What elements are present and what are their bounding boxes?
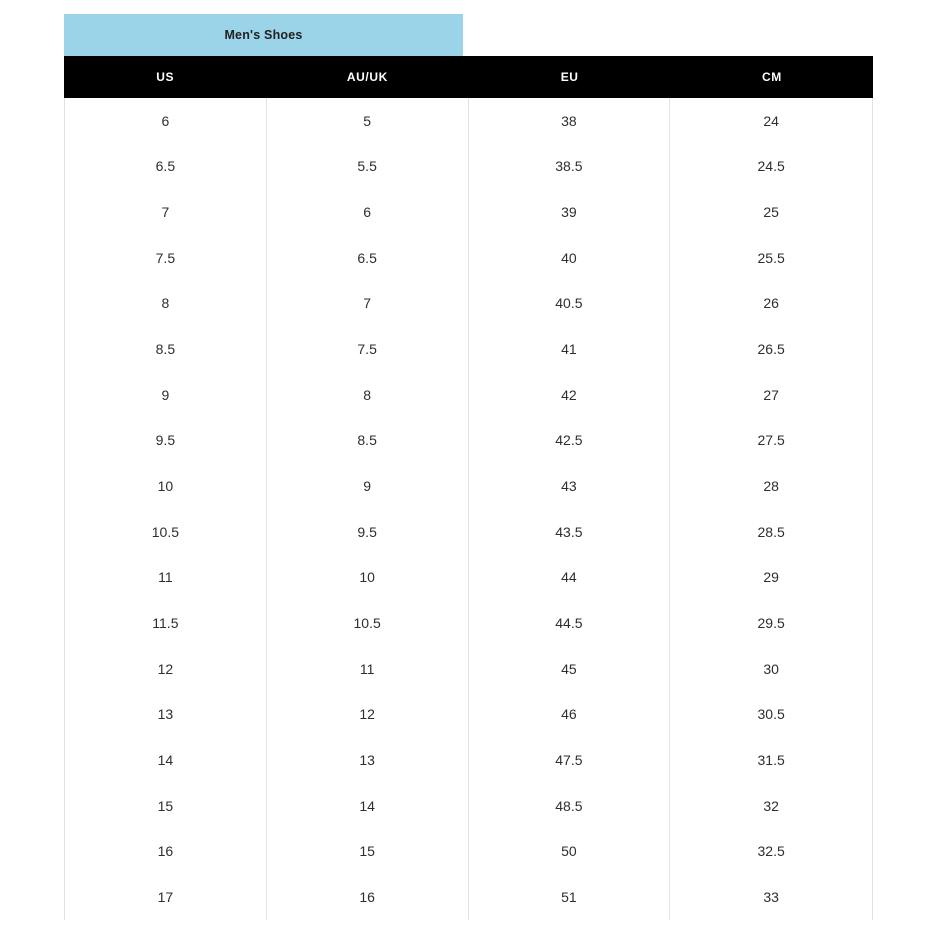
table-cell: 30.5 [757, 706, 785, 723]
table-cell: 8.5 [65, 326, 267, 372]
table-cell: 10.5 [267, 600, 469, 646]
table-cell: 30 [763, 660, 779, 677]
table-cell: 45 [469, 646, 671, 692]
size-chart [64, 14, 873, 920]
table-cell: 8 [267, 372, 469, 418]
table-row [65, 600, 872, 646]
table-cell: 31.5 [757, 752, 785, 769]
tab-mens-shoes[interactable] [64, 14, 463, 56]
table-row [65, 372, 872, 418]
table-cell: 46 [469, 692, 671, 738]
table-cell: 24.5 [757, 158, 785, 175]
table-row [65, 144, 872, 190]
table-cell: 13 [267, 737, 469, 783]
table-row [65, 646, 872, 692]
table-cell: 38.5 [469, 144, 671, 190]
table-cell: 6 [65, 98, 267, 144]
table-cell: 10 [65, 463, 267, 509]
table-cell: 43.5 [469, 509, 671, 555]
table-cell: 50 [469, 829, 671, 875]
table-row [65, 98, 872, 144]
tab-label: Men's Shoes [224, 28, 303, 42]
table-cell: 8 [65, 281, 267, 327]
size-table-body [64, 98, 873, 920]
table-cell: 42 [469, 372, 671, 418]
column-header-us: US [156, 70, 175, 84]
table-cell: 7.5 [65, 235, 267, 281]
table-cell: 44 [469, 555, 671, 601]
table-cell: 9.5 [65, 418, 267, 464]
table-row [65, 874, 872, 920]
table-cell: 14 [65, 737, 267, 783]
table-cell: 6.5 [65, 144, 267, 190]
table-cell: 10 [267, 555, 469, 601]
table-cell: 32.5 [757, 843, 785, 860]
table-cell: 28.5 [757, 523, 785, 540]
table-cell: 7 [65, 189, 267, 235]
table-cell: 27 [763, 386, 779, 403]
table-row [65, 326, 872, 372]
table-cell: 13 [65, 692, 267, 738]
table-cell: 43 [469, 463, 671, 509]
table-cell: 44.5 [469, 600, 671, 646]
table-cell: 12 [267, 692, 469, 738]
table-cell: 12 [65, 646, 267, 692]
table-cell: 25 [763, 204, 779, 221]
table-cell: 9.5 [267, 509, 469, 555]
table-cell: 11 [267, 646, 469, 692]
table-cell: 5.5 [267, 144, 469, 190]
table-cell: 26 [763, 295, 779, 312]
table-row [65, 783, 872, 829]
table-cell: 5 [267, 98, 469, 144]
table-cell: 6 [267, 189, 469, 235]
column-header-eu: EU [560, 70, 579, 84]
table-cell: 17 [65, 874, 267, 920]
table-cell: 33 [763, 888, 779, 905]
table-cell: 28 [763, 478, 779, 495]
table-cell: 40.5 [469, 281, 671, 327]
table-row [65, 692, 872, 738]
table-cell: 48.5 [469, 783, 671, 829]
table-cell: 41 [469, 326, 671, 372]
table-row [65, 235, 872, 281]
table-row [65, 418, 872, 464]
table-cell: 8.5 [267, 418, 469, 464]
table-cell: 27.5 [757, 432, 785, 449]
table-cell: 40 [469, 235, 671, 281]
table-cell: 11.5 [65, 600, 267, 646]
table-cell: 29.5 [757, 615, 785, 632]
table-row [65, 737, 872, 783]
table-cell: 16 [65, 829, 267, 875]
table-cell: 25.5 [757, 249, 785, 266]
table-cell: 47.5 [469, 737, 671, 783]
table-row [65, 463, 872, 509]
column-header-cm: CM [761, 70, 782, 84]
table-cell: 6.5 [267, 235, 469, 281]
table-cell: 9 [267, 463, 469, 509]
table-cell: 39 [469, 189, 671, 235]
table-cell: 9 [65, 372, 267, 418]
table-row [65, 555, 872, 601]
table-cell: 29 [763, 569, 779, 586]
table-cell: 11 [65, 555, 267, 601]
table-cell: 10.5 [65, 509, 267, 555]
table-row [65, 509, 872, 555]
table-header [64, 56, 873, 98]
table-cell: 24 [763, 112, 779, 129]
table-row [65, 281, 872, 327]
table-cell: 16 [267, 874, 469, 920]
table-cell: 14 [267, 783, 469, 829]
table-cell: 7.5 [267, 326, 469, 372]
column-header-auuk: AU/UK [346, 70, 388, 84]
table-cell: 38 [469, 98, 671, 144]
table-cell: 32 [763, 797, 779, 814]
table-cell: 15 [267, 829, 469, 875]
table-cell: 15 [65, 783, 267, 829]
table-cell: 42.5 [469, 418, 671, 464]
table-cell: 26.5 [757, 341, 785, 358]
table-cell: 7 [267, 281, 469, 327]
table-row [65, 189, 872, 235]
table-cell: 51 [469, 874, 671, 920]
table-row [65, 829, 872, 875]
